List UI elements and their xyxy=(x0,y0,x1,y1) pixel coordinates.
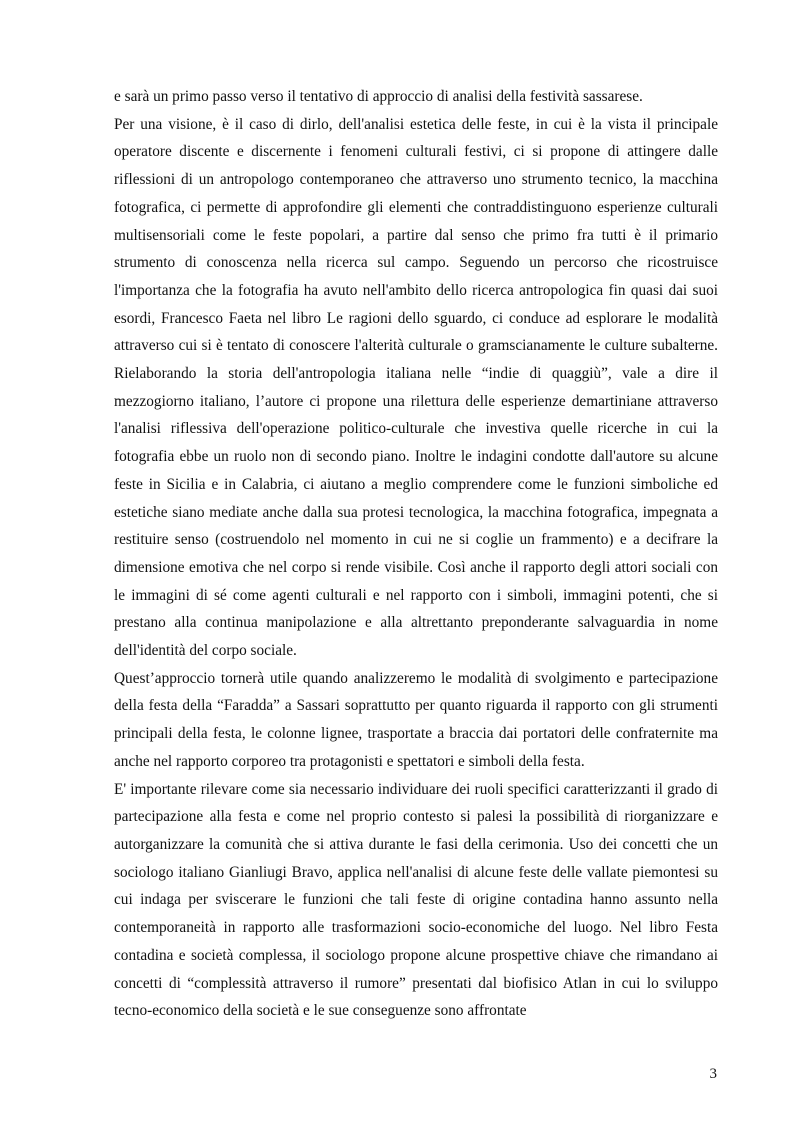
paragraph-3: Quest’approccio tornerà utile quando analizzeremo le modalità di svolgimento e partecipazione della festa della “Faradda” a Sassari soprattutto per quanto riguarda il rapporto con gli strumenti principali della festa, le colonne lignee, trasportate a braccia dai portatori delle confraternite ma anche nel rapporto corporeo tra protagonisti e spettatori e simboli della festa. xyxy=(114,669,718,770)
paragraph-4: E' importante rilevare come sia necessario individuare dei ruoli specifici caratterizzanti il grado di partecipazione alla festa e come nel proprio contesto si palesi la possibilità di riorganizzare e autorganizzare la comunità che si attiva durante le fasi della cerimonia. Uso dei concetti che un sociologo italiano Gianliugi Bravo, applica nell'analisi di alcune feste delle vallate piemontesi su cui indaga per sviscerare le funzioni che tali feste di origine contadina hanno assunto nella contemporaneità in rapporto alle trasformazioni socio-economiche del luogo. Nel libro Festa contadina e società complessa, il sociologo propone alcune prospettive chiave che rimandano ai concetti di “complessità attraverso il rumore” presentati dal biofisico Atlan in cui lo sviluppo tecno-economico della società e le sue conseguenze sono affrontate xyxy=(114,780,718,1020)
body-text xyxy=(114,83,718,1025)
page-number: 3 xyxy=(709,1066,717,1082)
paragraph-1: e sarà un primo passo verso il tentativo di approccio di analisi della festività sassarese. xyxy=(114,88,643,105)
paragraph-2: Per una visione, è il caso di dirlo, dell'analisi estetica delle feste, in cui è la vista il principale operatore discente e discernente i fenomeni culturali festivi, ci si propone di attingere dalle riflessioni di un antropologo contemporaneo che attraverso uno strumento tecnico, la macchina fotografica, ci permette di approfondire gli elementi che contraddistinguono esperienze culturali multisensoriali come le feste popolari, a partire dal senso che primo fra tutti è il primario strumento di conoscenza nella ricerca sul campo. Seguendo un percorso che ricostruisce l'importanza che la fotografia ha avuto nell'ambito dello ricerca antropologica fin quasi dai suoi esordi, Francesco Faeta nel libro Le ragioni dello sguardo, ci conduce ad esplorare le modalità attraverso cui si è tentato di conoscere l'alterità culturale o gramscianamente le culture subalterne. Rielaborando la storia dell'antropologia italiana nelle “indie di quaggiù”, vale a dire il mezzogiorno italiano, l’autore ci propone una rilettura delle esperienze demartiniane attraverso l'analisi riflessiva dell'operazione politico-culturale che investiva quelle ricerche in cui la fotografia ebbe un ruolo non di secondo piano. Inoltre le indagini condotte dall'autore su alcune feste in Sicilia e in Calabria, ci aiutano a meglio comprendere come le funzioni simboliche ed estetiche siano mediate anche dalla sua protesi tecnologica, la macchina fotografica, impegnata a restituire senso (costruendolo nel momento in cui ne si coglie un frammento) e a decifrare la dimensione emotiva che nel corpo si rende visibile. Così anche il rapporto degli attori sociali con le immagini di sé come agenti culturali e nel rapporto con i simboli, immagini potenti, che si prestano alla continua manipolazione e alla altrettanto preponderante salvaguardia in nome dell'identità del corpo sociale. xyxy=(114,115,718,660)
